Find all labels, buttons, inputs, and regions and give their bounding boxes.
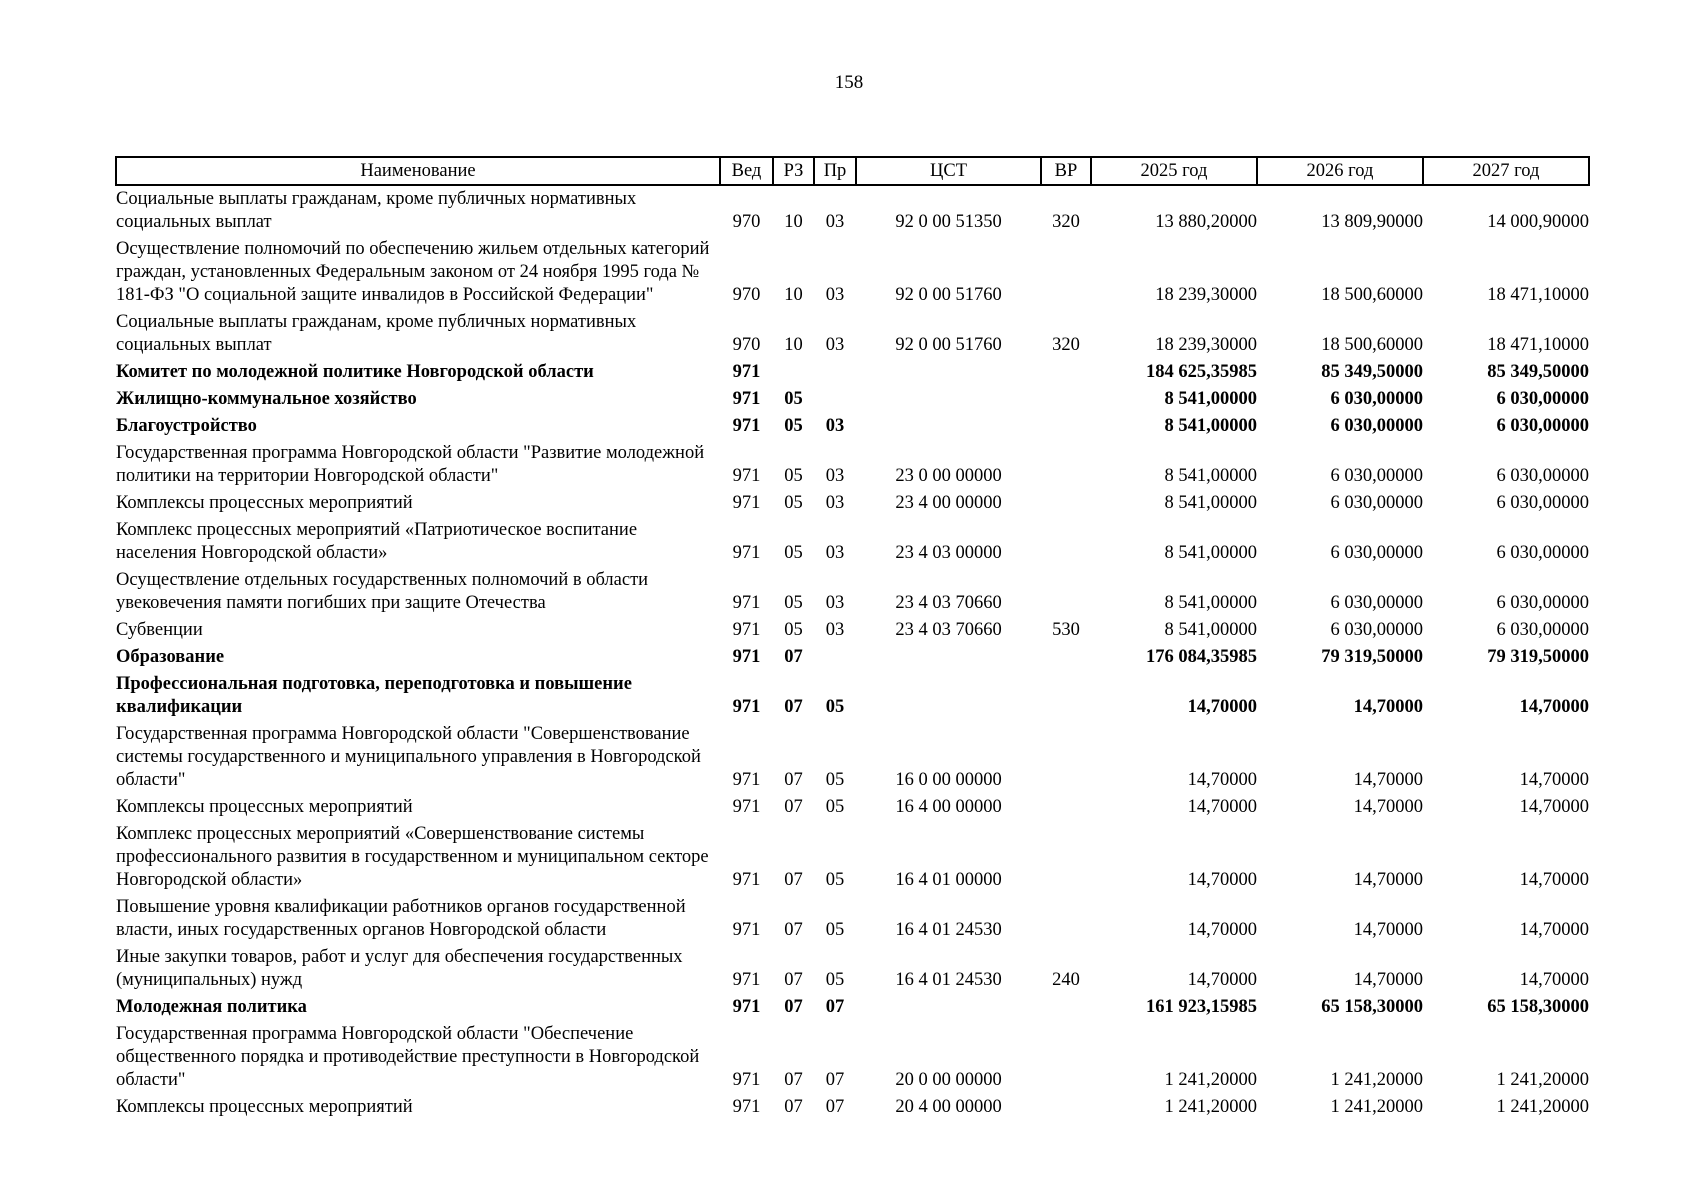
row-ved: 971: [732, 647, 761, 667]
row-pr: 07: [825, 1070, 845, 1090]
page-number: 158: [834, 72, 864, 93]
row-rz: 07: [784, 997, 803, 1017]
row-name: Повышение уровня квалификации работников органов государственной власти, иных государственных органов Новгородской области: [116, 897, 686, 940]
row-vr: [1041, 440, 1091, 490]
row-name: Осуществление отдельных государственных полномочий в области увековечения памяти погибших при защите Отечества: [116, 570, 649, 613]
row-amount-2025: 161 923,15985: [1146, 997, 1257, 1017]
row-ved: 971: [732, 770, 761, 790]
row-cst: 16 0 00 00000: [895, 770, 1002, 790]
table-row: [116, 185, 1589, 236]
table-row: [116, 794, 1589, 821]
row-amount-2027: 14,70000: [1519, 920, 1589, 940]
row-amount-2025: 13 880,20000: [1155, 212, 1257, 232]
row-vr: [1041, 644, 1091, 671]
row-rz: 05: [784, 389, 803, 409]
row-pr: [814, 359, 856, 386]
row-pr: 05: [825, 970, 845, 990]
row-vr: [1041, 721, 1091, 794]
row-amount-2026: 13 809,90000: [1321, 212, 1423, 232]
row-ved: 970: [732, 335, 761, 355]
row-pr: 05: [825, 920, 845, 940]
row-rz: 07: [784, 647, 803, 667]
row-cst: [856, 671, 1041, 721]
row-ved: 971: [732, 416, 761, 436]
row-amount-2025: 8 541,00000: [1164, 543, 1257, 563]
row-name: Молодежная политика: [116, 997, 307, 1017]
row-amount-2025: 18 239,30000: [1155, 285, 1257, 305]
row-cst: [856, 359, 1041, 386]
row-cst: 16 4 01 24530: [895, 920, 1002, 940]
row-amount-2027: 14,70000: [1519, 697, 1589, 717]
header-2025: 2025 год: [1091, 157, 1257, 185]
row-amount-2026: 6 030,00000: [1330, 416, 1423, 436]
table-row: [116, 490, 1589, 517]
row-vr: 320: [1052, 335, 1080, 355]
row-rz: 05: [784, 543, 803, 563]
row-pr: 07: [825, 1097, 845, 1117]
row-vr: 320: [1052, 212, 1080, 232]
row-amount-2026: 18 500,60000: [1321, 285, 1423, 305]
row-amount-2027: 6 030,00000: [1496, 620, 1589, 640]
table-row: [116, 386, 1589, 413]
row-vr: [1041, 567, 1091, 617]
row-amount-2027: 14,70000: [1519, 797, 1589, 817]
row-ved: 971: [732, 797, 761, 817]
table-row: [116, 309, 1589, 359]
row-ved: 971: [732, 389, 761, 409]
row-amount-2025: 176 084,35985: [1146, 647, 1257, 667]
row-rz: 05: [784, 593, 803, 613]
row-pr: [814, 644, 856, 671]
row-vr: [1041, 1021, 1091, 1094]
row-name: Государственная программа Новгородской области "Развитие молодежной политики на территории Новгородской области": [116, 443, 705, 486]
row-name: Социальные выплаты гражданам, кроме публичных нормативных социальных выплат: [116, 189, 637, 232]
row-rz: [773, 359, 814, 386]
header-2026: 2026 год: [1257, 157, 1423, 185]
row-ved: 971: [732, 362, 761, 382]
table-row: [116, 671, 1589, 721]
row-cst: 23 4 03 70660: [895, 593, 1002, 613]
row-pr: 05: [825, 797, 845, 817]
row-amount-2025: 8 541,00000: [1164, 416, 1257, 436]
table-row: [116, 359, 1589, 386]
row-vr: [1041, 671, 1091, 721]
row-ved: 971: [732, 920, 761, 940]
table-row: [116, 617, 1589, 644]
row-amount-2026: 6 030,00000: [1330, 620, 1423, 640]
row-name: Профессиональная подготовка, переподготовка и повышение квалификации: [116, 674, 632, 717]
row-ved: 971: [732, 697, 761, 717]
row-amount-2025: 14,70000: [1187, 970, 1257, 990]
budget-table: [115, 156, 1590, 1121]
row-name: Комплексы процессных мероприятий: [116, 493, 413, 513]
row-ved: 971: [732, 493, 761, 513]
row-amount-2026: 14,70000: [1353, 970, 1423, 990]
row-amount-2025: 18 239,30000: [1155, 335, 1257, 355]
row-ved: 971: [732, 543, 761, 563]
header-cst: ЦСТ: [856, 157, 1041, 185]
row-pr: 05: [825, 697, 845, 717]
row-amount-2025: 14,70000: [1187, 870, 1257, 890]
row-pr: 05: [825, 870, 845, 890]
row-cst: 20 4 00 00000: [895, 1097, 1002, 1117]
row-ved: 971: [732, 997, 761, 1017]
row-amount-2026: 65 158,30000: [1321, 997, 1423, 1017]
row-pr: 03: [825, 543, 845, 563]
row-amount-2025: 1 241,20000: [1164, 1070, 1257, 1090]
row-amount-2025: 14,70000: [1187, 697, 1257, 717]
row-rz: 07: [784, 1097, 803, 1117]
row-amount-2026: 14,70000: [1353, 797, 1423, 817]
row-pr: 03: [825, 493, 845, 513]
row-amount-2025: 1 241,20000: [1164, 1097, 1257, 1117]
row-rz: 10: [784, 335, 803, 355]
table-row: [116, 994, 1589, 1021]
table-row: [116, 567, 1589, 617]
row-vr: [1041, 794, 1091, 821]
row-amount-2027: 18 471,10000: [1487, 285, 1589, 305]
row-amount-2027: 1 241,20000: [1496, 1070, 1589, 1090]
row-name: Комитет по молодежной политике Новгородской области: [116, 362, 594, 382]
row-pr: 03: [825, 285, 845, 305]
row-rz: 05: [784, 416, 803, 436]
row-name: Образование: [116, 647, 225, 667]
header-name: Наименование: [116, 157, 720, 185]
row-rz: 07: [784, 770, 803, 790]
row-cst: 23 4 00 00000: [895, 493, 1002, 513]
header-ved: Вед: [720, 157, 773, 185]
row-pr: 03: [825, 335, 845, 355]
row-cst: 16 4 01 24530: [895, 970, 1002, 990]
row-vr: [1041, 894, 1091, 944]
row-amount-2026: 1 241,20000: [1330, 1070, 1423, 1090]
row-pr: 03: [825, 212, 845, 232]
row-cst: 16 4 01 00000: [895, 870, 1002, 890]
row-cst: [856, 644, 1041, 671]
row-name: Благоустройство: [116, 416, 257, 436]
row-pr: 03: [825, 466, 845, 486]
header-vr: ВР: [1041, 157, 1091, 185]
row-vr: [1041, 236, 1091, 309]
row-amount-2026: 6 030,00000: [1330, 493, 1423, 513]
row-rz: 07: [784, 870, 803, 890]
row-ved: 971: [732, 466, 761, 486]
row-rz: 07: [784, 970, 803, 990]
row-vr: 530: [1052, 620, 1080, 640]
row-amount-2027: 6 030,00000: [1496, 593, 1589, 613]
row-ved: 971: [732, 620, 761, 640]
row-ved: 971: [732, 1097, 761, 1117]
row-amount-2027: 14 000,90000: [1487, 212, 1589, 232]
row-rz: 07: [784, 797, 803, 817]
table-row: [116, 1021, 1589, 1094]
row-name: Комплексы процессных мероприятий: [116, 1097, 413, 1117]
row-amount-2027: 65 158,30000: [1487, 997, 1589, 1017]
row-amount-2027: 14,70000: [1519, 970, 1589, 990]
row-amount-2026: 14,70000: [1353, 770, 1423, 790]
row-vr: [1041, 386, 1091, 413]
row-ved: 971: [732, 1070, 761, 1090]
table-row: [116, 517, 1589, 567]
table-row: [116, 413, 1589, 440]
row-name: Государственная программа Новгородской области "Совершенствование системы государственного и муниципального управления в Новгородской области": [116, 724, 701, 790]
row-cst: 23 4 03 70660: [895, 620, 1002, 640]
row-name: Комплекс процессных мероприятий «Патриотическое воспитание населения Новгородской области»: [116, 520, 638, 563]
row-amount-2027: 79 319,50000: [1487, 647, 1589, 667]
row-amount-2026: 79 319,50000: [1321, 647, 1423, 667]
row-vr: [1041, 994, 1091, 1021]
row-amount-2026: 14,70000: [1353, 870, 1423, 890]
row-amount-2025: 14,70000: [1187, 770, 1257, 790]
header-rz: РЗ: [773, 157, 814, 185]
row-name: Государственная программа Новгородской области "Обеспечение общественного порядка и противодействие преступности в Новгородской области": [116, 1024, 700, 1090]
row-name: Социальные выплаты гражданам, кроме публичных нормативных социальных выплат: [116, 312, 637, 355]
row-rz: 07: [784, 697, 803, 717]
table-row: [116, 821, 1589, 894]
row-cst: [856, 994, 1041, 1021]
row-pr: 03: [825, 416, 845, 436]
row-cst: 16 4 00 00000: [895, 797, 1002, 817]
row-amount-2026: 18 500,60000: [1321, 335, 1423, 355]
table-body: [116, 185, 1589, 1121]
row-amount-2027: 1 241,20000: [1496, 1097, 1589, 1117]
row-rz: 05: [784, 620, 803, 640]
row-ved: 970: [732, 212, 761, 232]
row-vr: 240: [1052, 970, 1080, 990]
row-amount-2026: 6 030,00000: [1330, 466, 1423, 486]
row-pr: 07: [825, 997, 845, 1017]
row-amount-2026: 6 030,00000: [1330, 543, 1423, 563]
row-amount-2026: 85 349,50000: [1321, 362, 1423, 382]
row-name: Осуществление полномочий по обеспечению жильем отдельных категорий граждан, установленных Федеральным законом от 24 ноября 1995 года № 181-ФЗ "О социальной защите инвалидов в Российской Федерации": [116, 239, 710, 305]
row-vr: [1041, 821, 1091, 894]
row-pr: [814, 386, 856, 413]
row-name: Жилищно-коммунальное хозяйство: [116, 389, 417, 409]
row-rz: 07: [784, 920, 803, 940]
row-amount-2027: 6 030,00000: [1496, 466, 1589, 486]
row-amount-2025: 14,70000: [1187, 920, 1257, 940]
table-row: [116, 944, 1589, 994]
row-amount-2025: 184 625,35985: [1146, 362, 1257, 382]
row-name: Иные закупки товаров, работ и услуг для обеспечения государственных (муниципальных) нужд: [116, 947, 683, 990]
row-ved: 971: [732, 593, 761, 613]
row-cst: 23 0 00 00000: [895, 466, 1002, 486]
row-amount-2027: 18 471,10000: [1487, 335, 1589, 355]
row-amount-2027: 6 030,00000: [1496, 543, 1589, 563]
row-pr: 03: [825, 593, 845, 613]
row-cst: 23 4 03 00000: [895, 543, 1002, 563]
row-amount-2026: 6 030,00000: [1330, 593, 1423, 613]
row-name: Комплекс процессных мероприятий «Совершенствование системы профессионального развития в государственном и муниципальном секторе Новгородской области»: [116, 824, 709, 890]
row-vr: [1041, 517, 1091, 567]
row-amount-2025: 14,70000: [1187, 797, 1257, 817]
table-row: [116, 644, 1589, 671]
row-vr: [1041, 359, 1091, 386]
row-cst: 20 0 00 00000: [895, 1070, 1002, 1090]
row-amount-2025: 8 541,00000: [1164, 620, 1257, 640]
row-amount-2027: 85 349,50000: [1487, 362, 1589, 382]
row-amount-2025: 8 541,00000: [1164, 466, 1257, 486]
row-vr: [1041, 490, 1091, 517]
row-amount-2027: 14,70000: [1519, 870, 1589, 890]
row-vr: [1041, 413, 1091, 440]
row-ved: 971: [732, 870, 761, 890]
table-row: [116, 236, 1589, 309]
row-pr: 05: [825, 770, 845, 790]
table-row: [116, 721, 1589, 794]
row-amount-2026: 6 030,00000: [1330, 389, 1423, 409]
table-row: [116, 440, 1589, 490]
row-rz: 10: [784, 212, 803, 232]
row-cst: 92 0 00 51760: [895, 335, 1002, 355]
table-header: [116, 157, 1589, 185]
row-amount-2027: 14,70000: [1519, 770, 1589, 790]
row-amount-2025: 8 541,00000: [1164, 389, 1257, 409]
row-rz: 07: [784, 1070, 803, 1090]
row-rz: 05: [784, 493, 803, 513]
row-amount-2026: 1 241,20000: [1330, 1097, 1423, 1117]
row-rz: 10: [784, 285, 803, 305]
row-pr: 03: [825, 620, 845, 640]
row-amount-2026: 14,70000: [1353, 920, 1423, 940]
row-cst: 92 0 00 51760: [895, 285, 1002, 305]
row-amount-2027: 6 030,00000: [1496, 389, 1589, 409]
row-vr: [1041, 1094, 1091, 1121]
row-amount-2025: 8 541,00000: [1164, 493, 1257, 513]
row-cst: 92 0 00 51350: [895, 212, 1002, 232]
row-cst: [856, 413, 1041, 440]
row-amount-2025: 8 541,00000: [1164, 593, 1257, 613]
row-amount-2027: 6 030,00000: [1496, 493, 1589, 513]
row-amount-2027: 6 030,00000: [1496, 416, 1589, 436]
header-pr: Пр: [814, 157, 856, 185]
row-name: Комплексы процессных мероприятий: [116, 797, 413, 817]
row-amount-2026: 14,70000: [1353, 697, 1423, 717]
table-row: [116, 894, 1589, 944]
row-name: Субвенции: [116, 620, 203, 640]
row-rz: 05: [784, 466, 803, 486]
row-cst: [856, 386, 1041, 413]
row-ved: 970: [732, 285, 761, 305]
table-row: [116, 1094, 1589, 1121]
header-2027: 2027 год: [1423, 157, 1589, 185]
row-ved: 971: [732, 970, 761, 990]
